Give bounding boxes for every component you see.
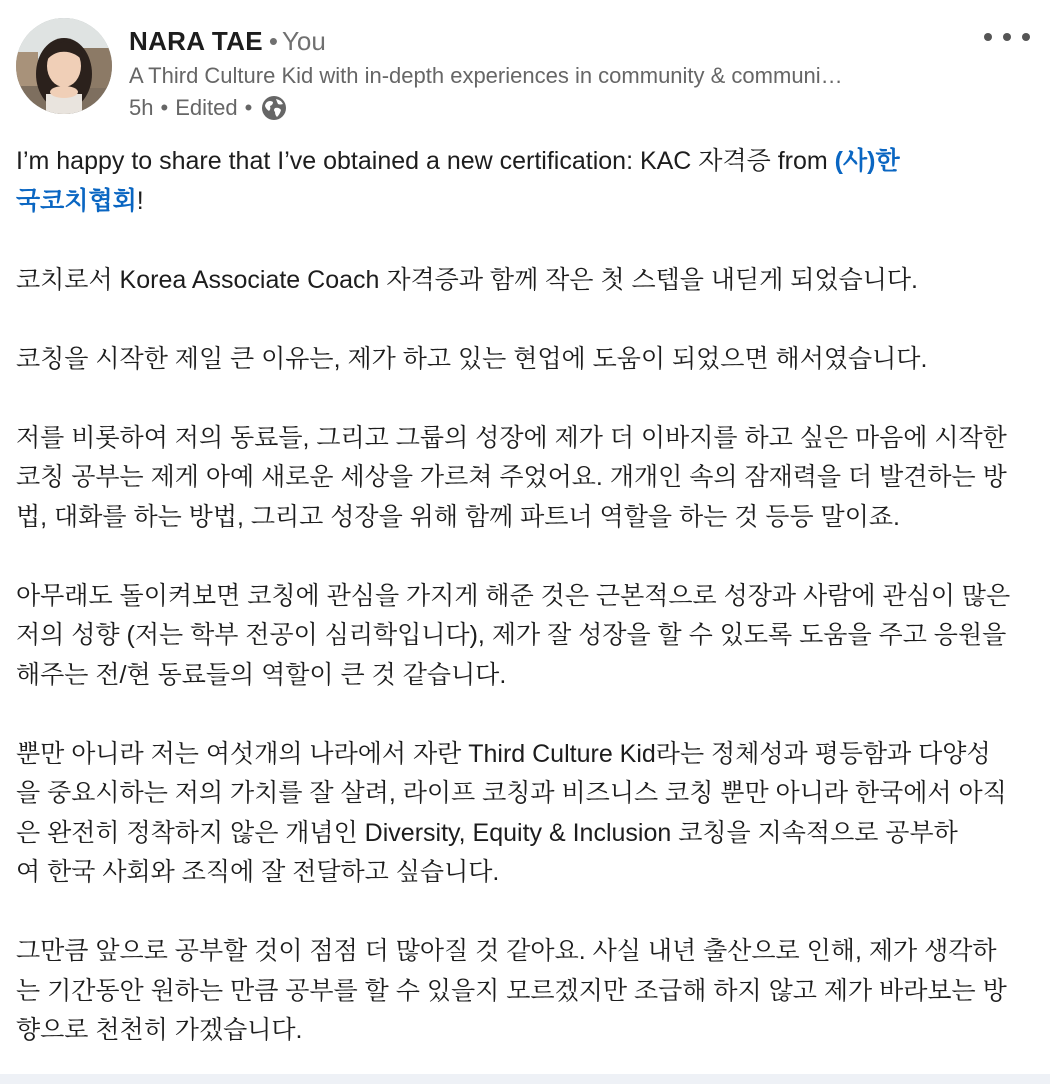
separator-dot: • (160, 95, 169, 120)
company-mention-link[interactable]: (사)한 (834, 147, 900, 175)
text-line: 코칭 공부는 제게 아예 새로운 세상을 가르쳐 주었어요. 개개인 속의 잠재력을 더 발견하는 방 (16, 463, 1007, 491)
intro-text-tail: ! (136, 186, 144, 215)
text-line: 뿐만 아니라 저는 여섯개의 나라에서 자란 Third Culture Kid라는 정체성과 평등함과 다양성 (16, 739, 991, 768)
text-line (16, 142, 1036, 182)
author-avatar[interactable] (16, 18, 112, 114)
post-intro-paragraph (16, 142, 1036, 221)
company-mention-link[interactable]: 국코치협회 (16, 186, 137, 215)
text-line: 향으로 천천히 가겠습니다. (16, 1016, 303, 1044)
text-line: 코치로서 Korea Associate Coach 자격증과 함께 작은 첫 스텝을 내딛게 되었습니다. (16, 265, 918, 294)
more-horizontal-icon (1003, 33, 1011, 41)
edited-label: Edited (175, 95, 238, 120)
globe-icon (261, 95, 287, 121)
post-meta (129, 93, 287, 123)
more-horizontal-icon (1022, 33, 1030, 41)
author-name[interactable]: NARA TAE (129, 26, 263, 56)
intro-text: I’m happy to share that I’ve obtained a new certification: KAC 자격증 from (16, 147, 835, 175)
post-header (0, 0, 1050, 130)
text-line: 는 기간동안 원하는 만큼 공부를 할 수 있을지 모르겠지만 조급해 하지 않고 제가 바라보는 방 (16, 976, 1007, 1005)
post-paragraph (16, 261, 1036, 301)
text-line: 법, 대화를 하는 방법, 그리고 성장을 위해 함께 파트너 역할을 하는 것 등등 말이죠. (16, 502, 900, 531)
text-line: 저의 성향 (저는 학부 전공이 심리학입니다), 제가 잘 성장을 할 수 있도록 도움을 주고 응원을 (16, 621, 1007, 649)
text-line: 여 한국 사회와 조직에 잘 전달하고 싶습니다. (16, 858, 500, 886)
post-paragraph (16, 577, 1036, 696)
text-line (16, 182, 1036, 222)
more-horizontal-icon (984, 33, 992, 41)
post-paragraph (16, 932, 1036, 1051)
more-options-button[interactable] (984, 25, 1030, 49)
text-line: 해주는 전/현 동료들의 역할이 큰 것 같습니다. (16, 660, 507, 689)
separator-dot: • (268, 26, 278, 56)
text-line: 저를 비롯하여 저의 동료들, 그리고 그룹의 성장에 제가 더 이바지를 하고 싶은 마음에 시작한 (16, 423, 1007, 452)
post-paragraph (16, 419, 1036, 538)
post-paragraph (16, 735, 1036, 893)
connection-degree: You (281, 26, 326, 56)
post-body (16, 142, 1036, 1084)
separator-dot: • (244, 95, 253, 120)
author-headline: A Third Culture Kid with in-depth experiences in community & communi… (129, 63, 843, 88)
post-time: 5h (129, 95, 154, 120)
author-name-line (129, 24, 326, 58)
post-paragraphs (16, 261, 1036, 1051)
text-line: 아무래도 돌이켜보면 코칭에 관심을 가지게 해준 것은 근본적으로 성장과 사람에 관심이 많은 (16, 581, 1011, 610)
text-line: 코칭을 시작한 제일 큰 이유는, 제가 하고 있는 현업에 도움이 되었으면 해서였습니다. (16, 344, 928, 373)
text-line: 은 완전히 정착하지 않은 개념인 Diversity, Equity & Inclusion 코칭을 지속적으로 공부하 (16, 818, 958, 847)
text-line: 그만큼 앞으로 공부할 것이 점점 더 많아질 것 같아요. 사실 내년 출산으로 인해, 제가 생각하 (16, 937, 997, 965)
avatar-photo (16, 18, 112, 114)
text-line: 을 중요시하는 저의 가치를 잘 살려, 라이프 코칭과 비즈니스 코칭 뿐만 아니라 한국에서 아직 (16, 779, 1007, 807)
post-paragraph (16, 340, 1036, 380)
post-footer-divider (0, 1074, 1050, 1084)
